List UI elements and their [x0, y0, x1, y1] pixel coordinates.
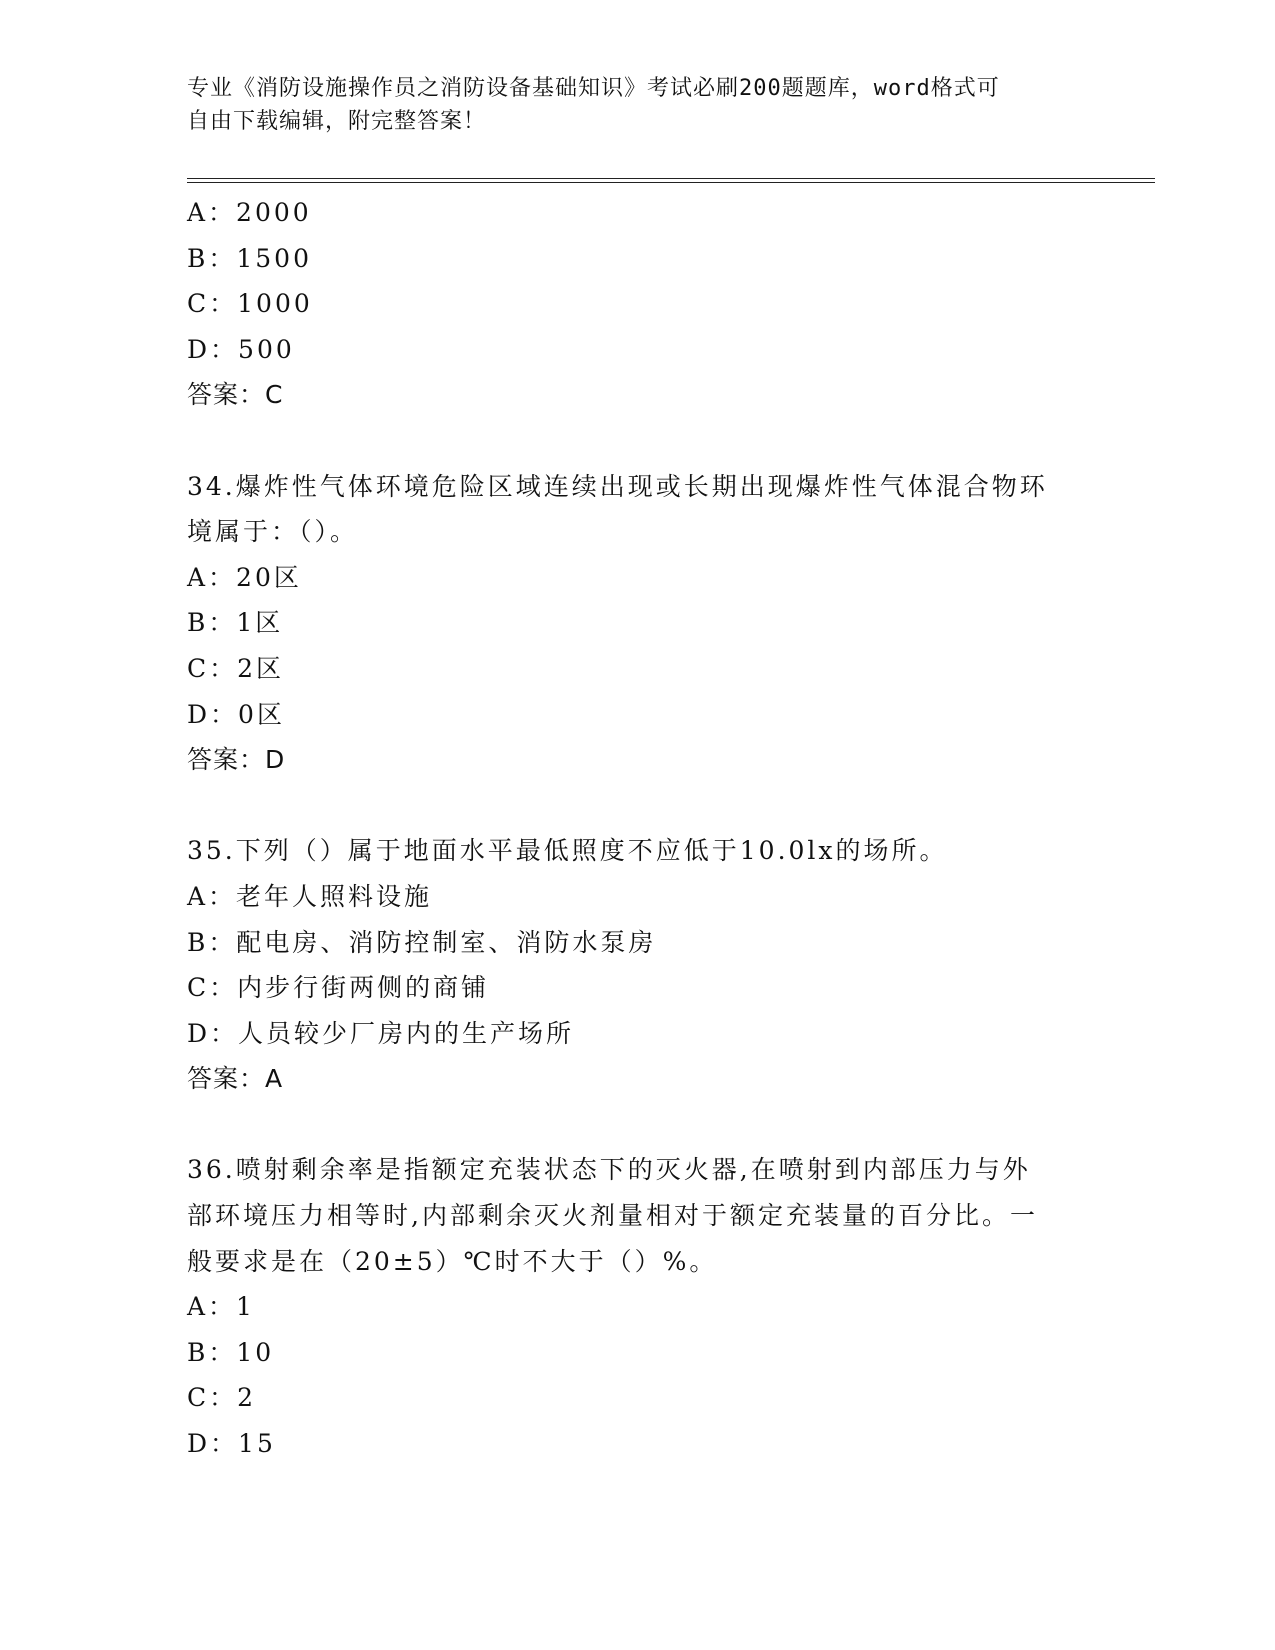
header-line-1: 专业《消防设施操作员之消防设备基础知识》考试必刷200题题库，word格式可 [187, 76, 1000, 101]
answer-line: 答案：A [187, 1064, 284, 1094]
option-b: B：配电房、消防控制室、消防水泵房 [187, 927, 657, 957]
header-divider-top [187, 178, 1155, 179]
question-list [187, 190, 1087, 1467]
spacer [187, 418, 1087, 464]
option-b: B：10 [187, 1337, 275, 1367]
option-c: C：内步行街两侧的商铺 [187, 973, 490, 1003]
question-34 [187, 464, 1087, 783]
option-b: B：1区 [187, 608, 284, 638]
option-a: A：1 [187, 1292, 255, 1322]
option-d: D：500 [187, 334, 295, 364]
option-a: A：20区 [187, 562, 302, 592]
option-a: A：老年人照料设施 [187, 881, 433, 911]
document-header [187, 72, 1067, 138]
option-d: D：15 [187, 1429, 276, 1459]
header-line-2: 自由下载编辑，附完整答案！ [187, 109, 487, 134]
answer-line: 答案：D [187, 745, 286, 775]
question-stem-line-3: 般要求是在（20±5）℃时不大于（）%。 [187, 1246, 718, 1276]
header-divider-bottom [187, 182, 1155, 183]
question-35 [187, 828, 1087, 1102]
question-36 [187, 1147, 1087, 1466]
option-b: B：1500 [187, 243, 312, 273]
option-d: D：0区 [187, 699, 285, 729]
option-d: D：人员较少厂房内的生产场所 [187, 1018, 575, 1048]
question-stem-line-1: 34.爆炸性气体环境危险区域连续出现或长期出现爆炸性气体混合物环 [187, 471, 1048, 501]
option-c: C：2 [187, 1383, 257, 1413]
spacer [187, 1102, 1087, 1148]
answer-line: 答案：C [187, 380, 284, 410]
spacer [187, 783, 1087, 829]
question-stem-line-1: 35.下列（）属于地面水平最低照度不应低于10.0lx的场所。 [187, 836, 948, 866]
option-c: C：2区 [187, 653, 285, 683]
option-a: A：2000 [187, 198, 312, 227]
question-stem-line-1: 36.喷射剩余率是指额定充装状态下的灭火器,在喷射到内部压力与外 [187, 1155, 1031, 1185]
question-stem-line-2: 部环境压力相等时,内部剩余灭火剂量相对于额定充装量的百分比。一 [187, 1201, 1038, 1231]
option-c: C：1000 [187, 289, 313, 319]
question-33 [187, 190, 1087, 418]
question-stem-line-2: 境属于：（）。 [187, 517, 359, 547]
